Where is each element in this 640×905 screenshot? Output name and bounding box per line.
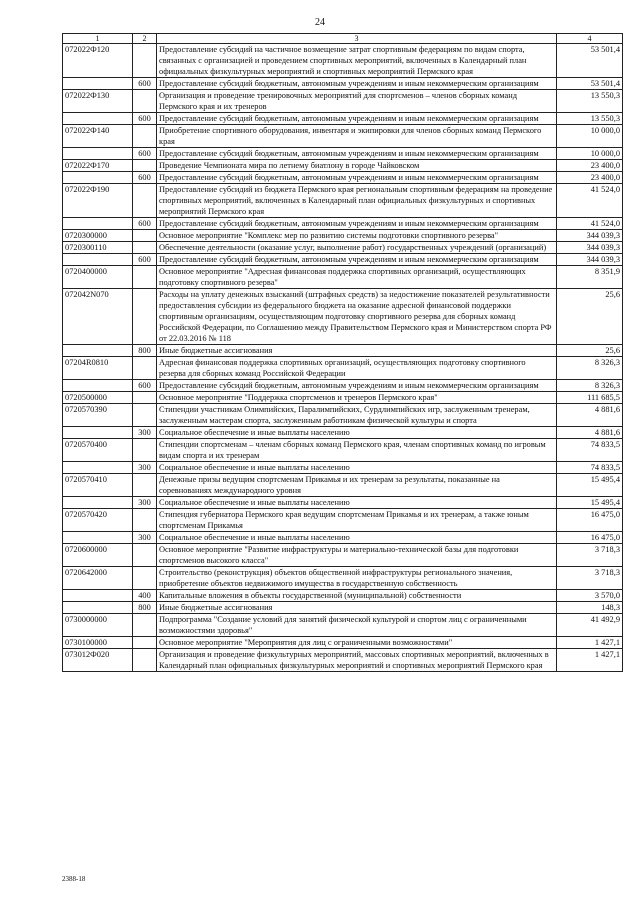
amount-cell: 74 833,5 — [557, 462, 623, 474]
description-cell: Подпрограмма "Создание условий для занятий физической культурой и спортом лиц с ограниченными возможностями здоровья" — [157, 614, 557, 637]
table-row — [63, 184, 623, 218]
table-row — [63, 148, 623, 160]
table-row — [63, 590, 623, 602]
description-cell: Обеспечение деятельности (оказание услуг, выполнение работ) государственных учреждений (организаций) — [157, 242, 557, 254]
expense-type-cell — [133, 125, 157, 148]
amount-cell: 8 326,3 — [557, 380, 623, 392]
page-number: 24 — [315, 17, 325, 28]
table-row — [63, 509, 623, 532]
target-code-cell — [63, 218, 133, 230]
amount-cell: 344 039,3 — [557, 230, 623, 242]
table-row — [63, 614, 623, 637]
target-code-cell — [63, 532, 133, 544]
amount-cell: 15 495,4 — [557, 474, 623, 497]
amount-cell: 3 718,3 — [557, 567, 623, 590]
expense-type-cell — [133, 649, 157, 672]
target-code-cell — [63, 497, 133, 509]
amount-cell: 1 427,1 — [557, 637, 623, 649]
table-row — [63, 544, 623, 567]
description-cell: Основное мероприятие "Развитие инфраструктуры и материально-технической базы для подготовки спортсменов высокого класса" — [157, 544, 557, 567]
target-code-cell — [63, 148, 133, 160]
target-code-cell — [63, 172, 133, 184]
amount-cell: 111 685,5 — [557, 392, 623, 404]
description-cell: Основное мероприятие "Мероприятия для лиц с ограниченными возможностями" — [157, 637, 557, 649]
expense-type-cell — [133, 544, 157, 567]
column-number: 4 — [557, 34, 623, 44]
expense-type-cell: 600 — [133, 218, 157, 230]
description-cell: Денежные призы ведущим спортсменам Прикамья и их тренерам за результаты, показанные на соревнованиях международного уровня — [157, 474, 557, 497]
target-code-cell: 0720570390 — [63, 404, 133, 427]
amount-cell: 344 039,3 — [557, 254, 623, 266]
table-row — [63, 404, 623, 427]
table-row — [63, 345, 623, 357]
amount-cell: 148,3 — [557, 602, 623, 614]
expense-type-cell — [133, 392, 157, 404]
expense-type-cell — [133, 184, 157, 218]
target-code-cell: 0730000000 — [63, 614, 133, 637]
expense-type-cell: 300 — [133, 497, 157, 509]
amount-cell: 4 881,6 — [557, 427, 623, 439]
description-cell: Социальное обеспечение и иные выплаты населению — [157, 462, 557, 474]
description-cell: Стипендии спортсменам – членам сборных команд Пермского края, членам спортивных команд по игровым видам спорта и их тренерам — [157, 439, 557, 462]
expense-type-cell — [133, 160, 157, 172]
expense-type-cell: 600 — [133, 78, 157, 90]
table-row — [63, 462, 623, 474]
description-cell: Организация и проведение физкультурных мероприятий, массовых спортивных мероприятий, включенных в Календарный план официальных физкультурных мероприятий и спортивных мероприятий Пермского края — [157, 649, 557, 672]
amount-cell: 13 550,3 — [557, 90, 623, 113]
table-row — [63, 427, 623, 439]
amount-cell: 41 492,9 — [557, 614, 623, 637]
expense-type-cell — [133, 357, 157, 380]
description-cell: Предоставление субсидий бюджетным, автономным учреждениям и иным некоммерческим организациям — [157, 172, 557, 184]
amount-cell: 74 833,5 — [557, 439, 623, 462]
target-code-cell: 0720642000 — [63, 567, 133, 590]
description-cell: Иные бюджетные ассигнования — [157, 602, 557, 614]
amount-cell: 13 550,3 — [557, 113, 623, 125]
expense-type-cell — [133, 637, 157, 649]
expense-type-cell — [133, 614, 157, 637]
amount-cell: 25,6 — [557, 345, 623, 357]
target-code-cell — [63, 78, 133, 90]
target-code-cell: 0720600000 — [63, 544, 133, 567]
target-code-cell: 0720400000 — [63, 266, 133, 289]
table-row — [63, 289, 623, 345]
target-code-cell: 0720570410 — [63, 474, 133, 497]
column-number-row — [63, 34, 623, 44]
table-row — [63, 44, 623, 78]
amount-cell: 10 000,0 — [557, 148, 623, 160]
description-cell: Предоставление субсидий из бюджета Пермского края региональным спортивным федерациям на проведение спортивных мероприятий, включенных в Календарный план официальных физкультурных и спортивных мероприятий Пермского края — [157, 184, 557, 218]
target-code-cell: 072022Ф130 — [63, 90, 133, 113]
description-cell: Основное мероприятие "Комплекс мер по развитию системы подготовки спортивного резерва" — [157, 230, 557, 242]
description-cell: Приобретение спортивного оборудования, инвентаря и экипировки для членов сборных команд Пермского края — [157, 125, 557, 148]
target-code-cell — [63, 345, 133, 357]
description-cell: Проведение Чемпионата мира по летнему биатлону в городе Чайковском — [157, 160, 557, 172]
target-code-cell: 072022Ф120 — [63, 44, 133, 78]
target-code-cell — [63, 462, 133, 474]
table-row — [63, 230, 623, 242]
target-code-cell — [63, 254, 133, 266]
expense-type-cell: 600 — [133, 172, 157, 184]
expense-type-cell: 400 — [133, 590, 157, 602]
target-code-cell: 072022Ф170 — [63, 160, 133, 172]
expense-type-cell — [133, 509, 157, 532]
description-cell: Предоставление субсидий на частичное возмещение затрат спортивным федерациям по видам спорта, связанных с организацией и проведением спортивных мероприятий, включенных в Календарный план официальных физкультурных мероприятий и спортивных мероприятий Пермского края — [157, 44, 557, 78]
table-row — [63, 172, 623, 184]
document-id: 2388-18 — [62, 875, 86, 883]
expense-type-cell: 600 — [133, 380, 157, 392]
target-code-cell: 0720300110 — [63, 242, 133, 254]
target-code-cell: 0730100000 — [63, 637, 133, 649]
target-code-cell — [63, 590, 133, 602]
expense-type-cell: 300 — [133, 532, 157, 544]
target-code-cell — [63, 427, 133, 439]
table-row — [63, 637, 623, 649]
expense-type-cell: 600 — [133, 254, 157, 266]
description-cell: Социальное обеспечение и иные выплаты населению — [157, 427, 557, 439]
description-cell: Расходы на уплату денежных взысканий (штрафных средств) за недостижение показателей результативности предоставления субсидии из федерального бюджета на оказание адресной финансовой поддержки спортивным организациям, осуществляющим подготовку спортивного резерва для сборных команд Российской Федерации, по Соглашению между Правительством Пермского края и Министерством спорта РФ от 22.03.2016 № 118 — [157, 289, 557, 345]
expense-type-cell: 800 — [133, 602, 157, 614]
table-row — [63, 125, 623, 148]
description-cell: Предоставление субсидий бюджетным, автономным учреждениям и иным некоммерческим организациям — [157, 113, 557, 125]
expense-type-cell — [133, 567, 157, 590]
target-code-cell: 072022Ф190 — [63, 184, 133, 218]
table-row — [63, 357, 623, 380]
amount-cell: 1 427,1 — [557, 649, 623, 672]
description-cell: Основное мероприятие "Поддержка спортсменов и тренеров Пермского края" — [157, 392, 557, 404]
expense-type-cell — [133, 230, 157, 242]
expense-type-cell: 300 — [133, 427, 157, 439]
column-number: 3 — [157, 34, 557, 44]
amount-cell: 16 475,0 — [557, 532, 623, 544]
amount-cell: 23 400,0 — [557, 172, 623, 184]
table-row — [63, 113, 623, 125]
column-number: 2 — [133, 34, 157, 44]
expense-type-cell — [133, 439, 157, 462]
target-code-cell — [63, 380, 133, 392]
table-row — [63, 266, 623, 289]
description-cell: Предоставление субсидий бюджетным, автономным учреждениям и иным некоммерческим организациям — [157, 218, 557, 230]
expense-type-cell: 600 — [133, 113, 157, 125]
table-row — [63, 439, 623, 462]
description-cell: Основное мероприятие "Адресная финансовая поддержка спортивных организаций, осуществляющих подготовку спортивного резерва" — [157, 266, 557, 289]
table-row — [63, 242, 623, 254]
target-code-cell: 0720570400 — [63, 439, 133, 462]
table-row — [63, 649, 623, 672]
table-row — [63, 160, 623, 172]
table-row — [63, 218, 623, 230]
description-cell: Предоставление субсидий бюджетным, автономным учреждениям и иным некоммерческим организациям — [157, 380, 557, 392]
expense-type-cell — [133, 474, 157, 497]
table-row — [63, 532, 623, 544]
expense-type-cell — [133, 44, 157, 78]
expense-type-cell: 800 — [133, 345, 157, 357]
amount-cell: 10 000,0 — [557, 125, 623, 148]
table-row — [63, 380, 623, 392]
amount-cell: 3 570,0 — [557, 590, 623, 602]
amount-cell: 344 039,3 — [557, 242, 623, 254]
table-row — [63, 567, 623, 590]
description-cell: Стипендии участникам Олимпийских, Паралимпийских, Сурдлимпийских игр, заслуженным тренерам, заслуженным мастерам спорта, заслуженным работникам физической культуры и спорта — [157, 404, 557, 427]
expense-type-cell — [133, 404, 157, 427]
description-cell: Предоставление субсидий бюджетным, автономным учреждениям и иным некоммерческим организациям — [157, 78, 557, 90]
column-number: 1 — [63, 34, 133, 44]
table-row — [63, 602, 623, 614]
amount-cell: 15 495,4 — [557, 497, 623, 509]
amount-cell: 25,6 — [557, 289, 623, 345]
target-code-cell: 0720300000 — [63, 230, 133, 242]
description-cell: Адресная финансовая поддержка спортивных организаций, осуществляющих подготовку спортивного резерва для сборных команд Российской Федерации — [157, 357, 557, 380]
amount-cell: 3 718,3 — [557, 544, 623, 567]
amount-cell: 53 501,4 — [557, 78, 623, 90]
target-code-cell: 072022Ф140 — [63, 125, 133, 148]
description-cell: Предоставление субсидий бюджетным, автономным учреждениям и иным некоммерческим организациям — [157, 254, 557, 266]
table-row — [63, 497, 623, 509]
table-row — [63, 254, 623, 266]
description-cell: Социальное обеспечение и иные выплаты населению — [157, 497, 557, 509]
expense-type-cell: 300 — [133, 462, 157, 474]
amount-cell: 16 475,0 — [557, 509, 623, 532]
amount-cell: 4 881,6 — [557, 404, 623, 427]
description-cell: Организация и проведение тренировочных мероприятий для спортсменов – членов сборных команд Пермского края и их тренеров — [157, 90, 557, 113]
amount-cell: 53 501,4 — [557, 44, 623, 78]
expense-type-cell: 600 — [133, 148, 157, 160]
expense-type-cell — [133, 266, 157, 289]
amount-cell: 41 524,0 — [557, 218, 623, 230]
amount-cell: 41 524,0 — [557, 184, 623, 218]
description-cell: Строительство (реконструкция) объектов общественной инфраструктуры регионального значения, приобретение объектов недвижимого имущества в государственную собственность — [157, 567, 557, 590]
expense-type-cell — [133, 289, 157, 345]
description-cell: Социальное обеспечение и иные выплаты населению — [157, 532, 557, 544]
description-cell: Стипендия губернатора Пермского края ведущим спортсменам Прикамья и их тренерам, а также юным спортсменам Прикамья — [157, 509, 557, 532]
budget-table — [62, 33, 623, 672]
description-cell: Предоставление субсидий бюджетным, автономным учреждениям и иным некоммерческим организациям — [157, 148, 557, 160]
description-cell: Иные бюджетные ассигнования — [157, 345, 557, 357]
expense-type-cell — [133, 90, 157, 113]
table-row — [63, 474, 623, 497]
table-row — [63, 78, 623, 90]
table-row — [63, 392, 623, 404]
expense-type-cell — [133, 242, 157, 254]
amount-cell: 8 351,9 — [557, 266, 623, 289]
target-code-cell: 0720500000 — [63, 392, 133, 404]
target-code-cell: 073012Ф020 — [63, 649, 133, 672]
table-row — [63, 90, 623, 113]
amount-cell: 8 326,3 — [557, 357, 623, 380]
description-cell: Капитальные вложения в объекты государственной (муниципальной) собственности — [157, 590, 557, 602]
target-code-cell — [63, 602, 133, 614]
target-code-cell: 072042N070 — [63, 289, 133, 345]
target-code-cell: 0720570420 — [63, 509, 133, 532]
target-code-cell — [63, 113, 133, 125]
target-code-cell: 07204R0810 — [63, 357, 133, 380]
amount-cell: 23 400,0 — [557, 160, 623, 172]
